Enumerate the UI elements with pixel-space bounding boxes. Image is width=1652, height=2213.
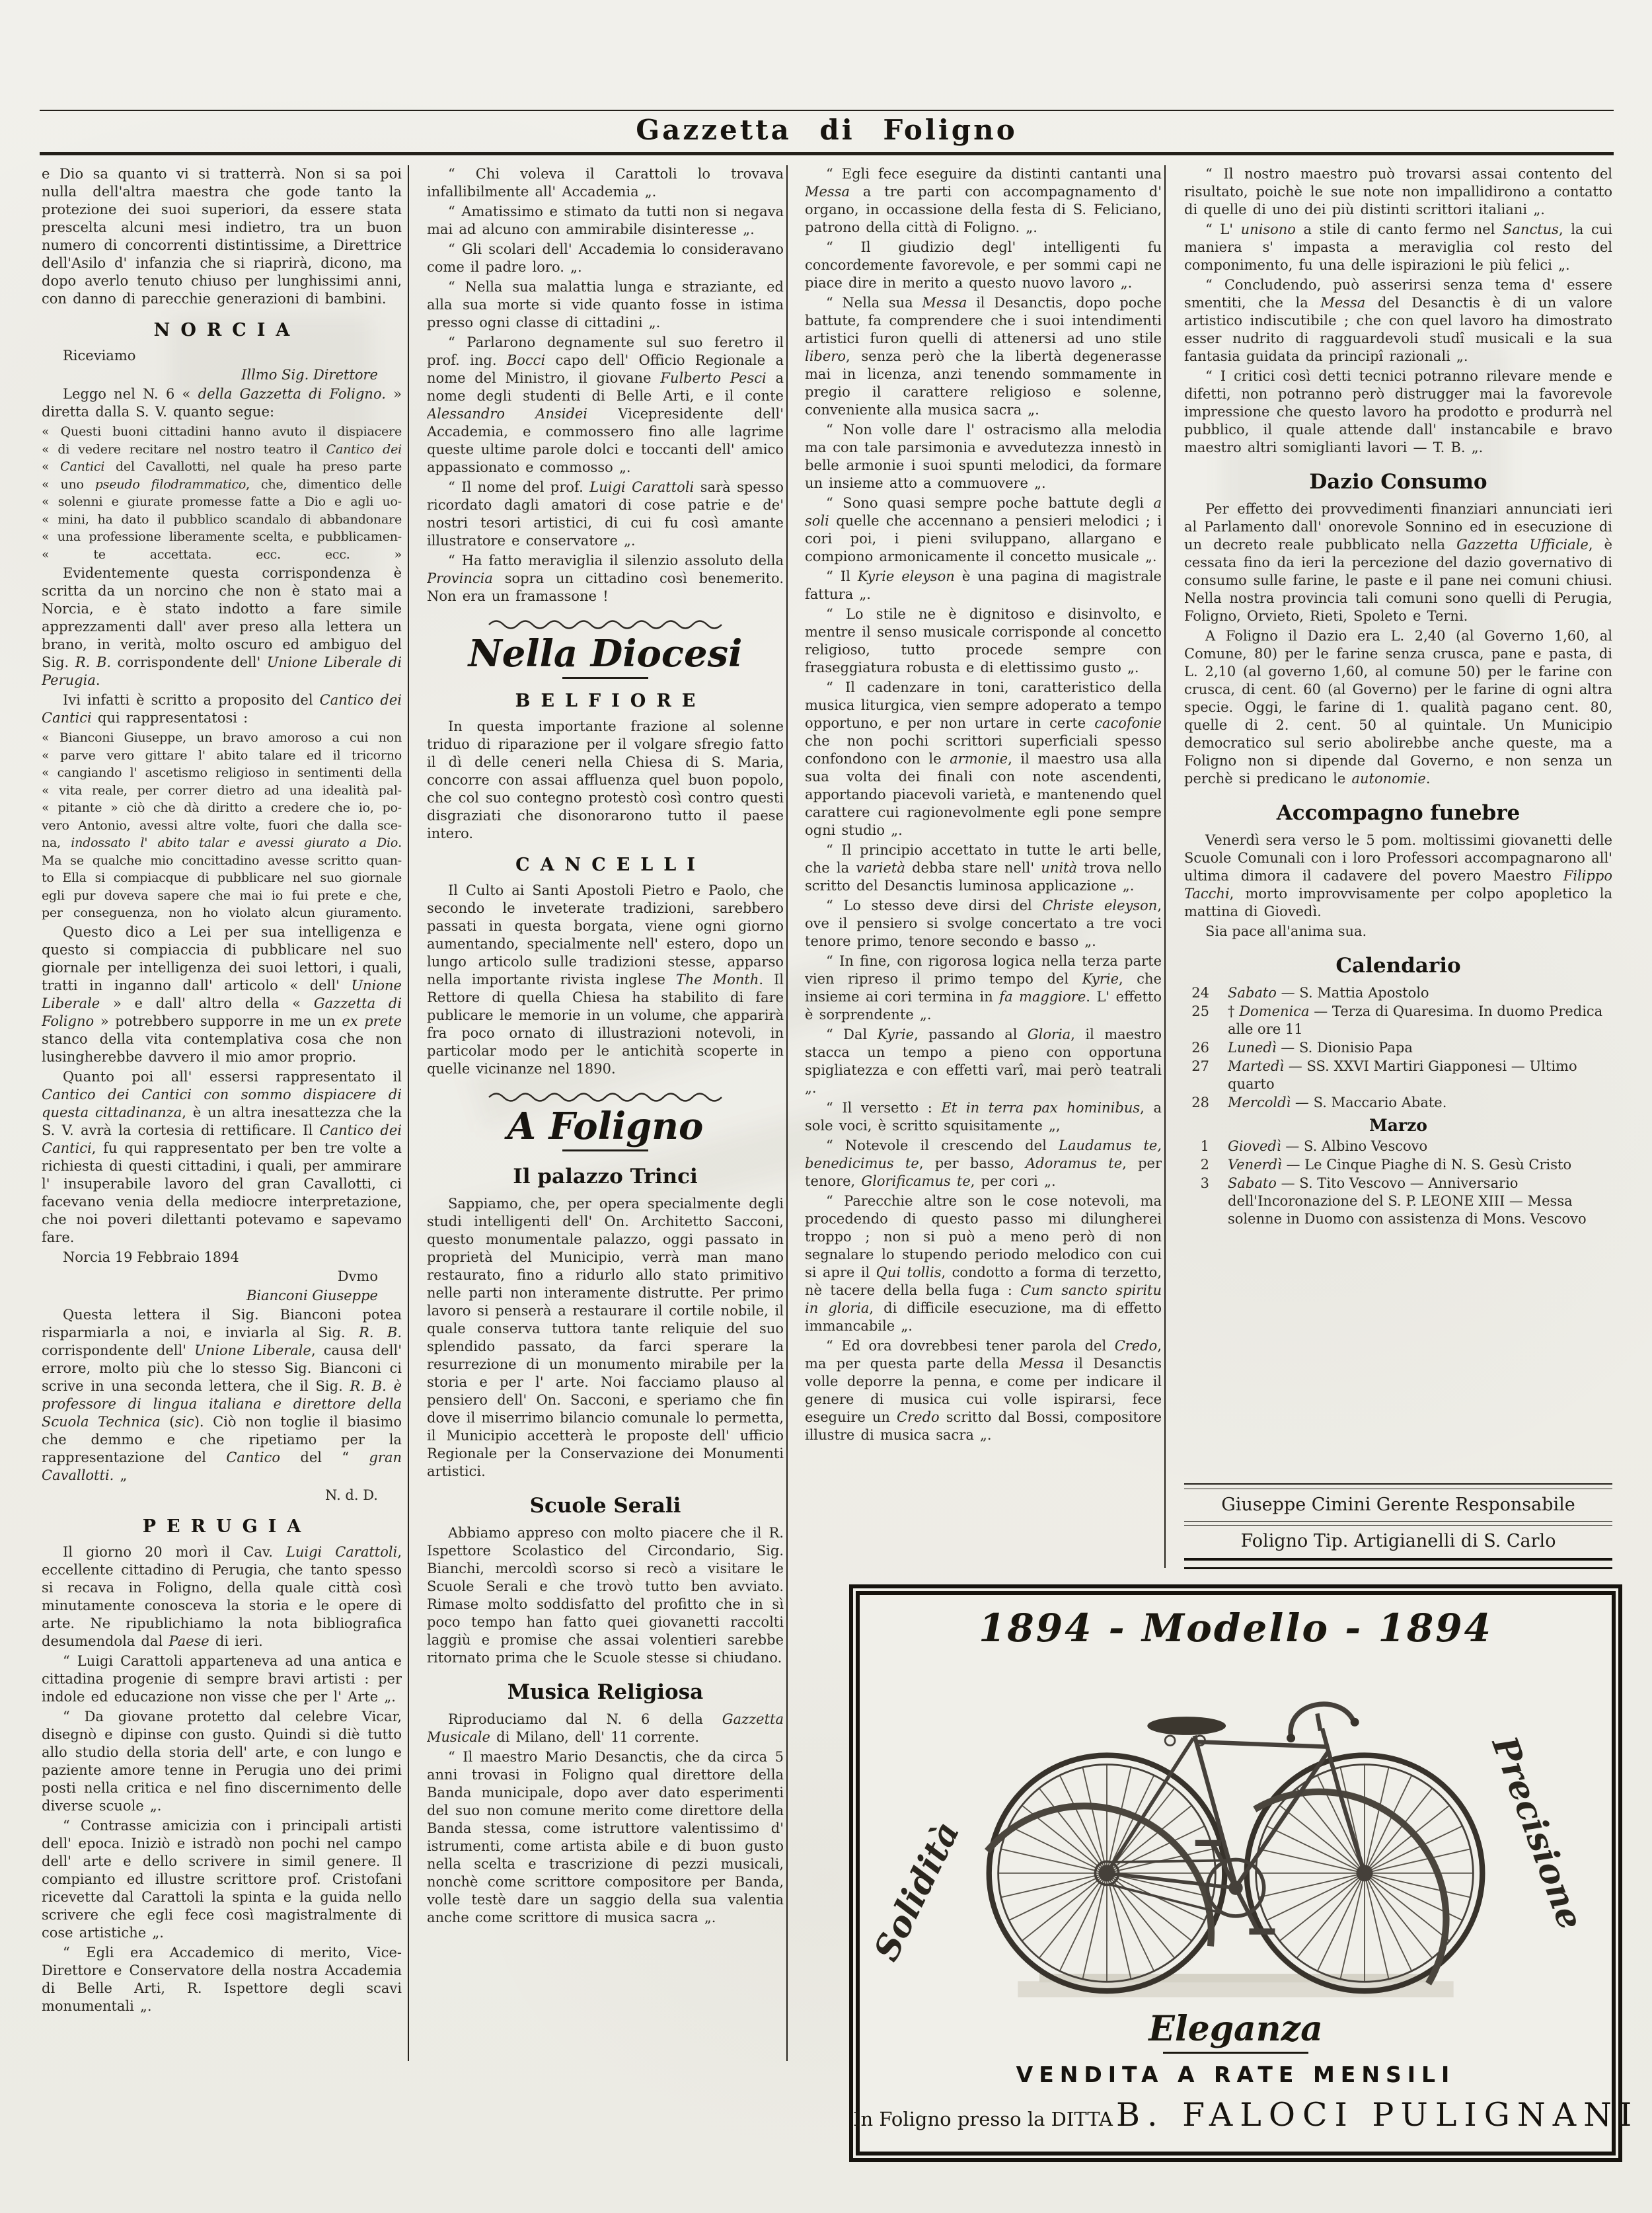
article-paragraph: “ Sono quasi sempre poche battute degli a soli quelle che accennano a pensieri melodici ; i cori poi, i pieni sviluppano, allargano e compiono armonicamente il concetto musicale „. [805,495,1162,564]
dateline-text: Riceviamo [63,348,136,364]
calendar-day-number: 28 [1191,1095,1209,1110]
article-paragraph: “ Contrasse amicizia con i principali artisti dell' epoca. Iniziò e istradò non pochi nel campo dell' arte e dello scrivere in simil genere. Il compianto ed illustre scrittore prof. Cristofani ricevette dal Carattoli la spinta e la guida nello scrivere che egli fece così magistralmente di cose artistiche „. [42,1817,402,1941]
article-paragraph: “ Il nome del prof. Luigi Carattoli sarà spesso ricordato dagli amatori di cose patrie e de' nostri tesori artistici, di cui fu così amante illustratore e conservatore „. [427,479,784,549]
flourish-ornament [488,1093,723,1102]
article-heading: Scuole Serali [529,1494,681,1518]
colophon-rule [1184,1483,1612,1489]
section-heading: BELFIORE [515,691,706,711]
bicycle-advertisement [850,1585,1639,2161]
calendar-day-number: 25 [1191,1003,1209,1019]
article-paragraph: “ Gli scolari dell' Accademia lo consideravano come il padre loro. „. [427,241,784,275]
calendar-entry-text: Sabato — S. Mattia Apostolo [1228,985,1429,1001]
ad-right-slogan: Precisione [1483,1731,1591,1935]
section-heading: PERUGIA [142,1516,312,1537]
article-paragraph: “ Non volle dare l' ostracismo alla melodia ma con tale parsimonia e avvedutezza innestò in belle armonie i suoi spunti melodici, da formare un insieme atto a commuovere „. [805,422,1162,491]
ornamental-flourish [427,620,784,629]
article-paragraph: Sappiamo, che, per opera specialmente degli studi intelligenti dell' On. Architetto Sacconi, questo monumentale palazzo, oggi passato in proprietà del Municipio, verrà man mano restaurato, fino a ridurlo allo stato primitivo nelle parti non interamente distrutte. Per primo lavoro si penserà a restaurare il cortile nobile, il quale conserva tuttora tante reliquie del suo splendido passato, da farci sperare la resurrezione di un monumento mirabile per la storia e per l' arte. Noi facciamo plauso al pensiero dell' On. Sacconi, e speriamo che fin dove il miserrimo bilancio comunale lo permetta, il Municipio accetterà le proposte dell' ufficio Regionale per la Conservazione dei Monumenti artistici. [427,1196,784,1479]
article-paragraph: “ Egli era Accademico di merito, Vice-Direttore e Conservatore della nostra Accademia di Belle Arti, R. Ispettore degli scavi monumentali „. [42,1944,402,2014]
article-paragraph: “ Nella sua malattia lunga e straziante, ed alla sua morte si vide quanto fosse in istima presso ogni classe di cittadini „. [427,279,784,330]
section-heading: CANCELLI [515,855,706,875]
article-paragraph: “ I critici così detti tecnici potranno rilevare mende e difetti, non potranno però distrugger mai la favorevole impressione che questo lavoro ha prodotto e produrrà nel pubblico, il quale attende dall' instancabile e bravo maestro altri somiglianti lavori — T. B. „. [1184,368,1612,455]
article-paragraph: “ Nella sua Messa il Desanctis, dopo poche battute, fa comprendere che i suoi intendimenti artistici furon quelli di attenersi ad uno stile libero, senza però che la libertà degenerasse mai in licenza, anzi tenendo sommamente in pregio il carattere religioso e solenne, conveniente alla musica sacra „. [805,295,1162,418]
article-paragraph: “ Parlarono degnamente sul suo feretro il prof. ing. Bocci capo dell' Officio Regionale a nome del Ministro, il giovane Fulberto Pesci a nome degli studenti di Belle Arti, e il conte Alessandro Ansidei Vicepresidente dell' Accademia, e commossero fino alle lagrime queste ultime parole dolci e toccanti dell' amico appassionato e commosso „. [427,334,784,475]
article-paragraph: Abbiamo appreso con molto piacere che il R. Ispettore Scolastico del Circondario, Sig. Bianchi, mercoldì scorso si recò a visitare le Scuole Serali e che trovò tutto ben avviato. Rimase molto soddisfatto del profitto che in sì poco tempo han fatto quei giovanetti raccolti laggiù e promise che assai volentieri sarebbe ritornato prima che le Scuole stesse si chiudano. [427,1525,784,1666]
dateline-text: Norcia 19 Febbraio 1894 [63,1249,239,1265]
article-paragraph: “ Parecchie altre son le cose notevoli, ma procedendo di questo passo mi dilungherei troppo ; non si può a meno però di non segnalare lo stupendo periodo melodico con cui si apre il Qui tollis, condotto a forma di terzetto, nè tacere della bella fuga : Cum sancto spiritu in gloria, di difficile esecuzione, ma di effetto immancabile „. [805,1193,1162,1334]
ad-title: 1894 - Modello - 1894 [979,1606,1493,1650]
calendar-day-number: 24 [1191,985,1209,1001]
calendar-day-number: 2 [1200,1157,1209,1173]
calendar-entry-text: Mercoldì — S. Maccario Abate. [1228,1095,1447,1110]
article-paragraph: “ Luigi Carattoli apparteneva ad una antica e cittadina progenie di sempre bravi artisti : per indole ed educazione non visse che per l' Arte „. [42,1652,402,1705]
article-paragraph: “ Da giovane protetto dal celebre Vicar, disegnò e dipinse con gusto. Quindi si diè tutto allo studio della storia dell' arte, e con lungo e paziente amore tenne in Perugia uno dei primi posti nella critica e nel fino discernimento delle diverse scuole „. [42,1708,402,1814]
article-paragraph: Quanto poi all' essersi rappresentato il Cantico dei Cantici con sommo dispiacere di questa cittadinanza, è un altra inesattezza che la S. V. avrà la cortesia di rettificare. Il Cantico dei Cantici, fu qui rappresentato per ben tre volte a richiesta di questi cittadini, i quali, per ammirare l' insuperabile lavoro del gran Cavallotti, ci facevano venia della mediocre interpretazione, che noi poveri dilettanti potevamo e sapevamo fare. [42,1068,402,1245]
section-heading: NORCIA [153,320,301,340]
column-divider [408,165,409,2061]
article-paragraph: “ Concludendo, può asserirsi senza tema d' essere smentiti, che la Messa del Desanctis è di un valore artistico indiscutibile ; che con quel lavoro ha dimostrato esser nudrito di ragguardevoli studî musicali e la sua fantasia guidata da principî razionali „. [1184,277,1612,364]
article-paragraph: Questo dico a Lei per sua intelligenza e questo si compiaccia di pubblicare nel suo giornale per intelligenza dei suoi lettori, i quali, tratti in inganno dall' articolo « dell' Unione Liberale » e dall' altro della « Gazzetta di Foligno » potrebbero supporre in me un ex prete stanco della vita contemplativa cosa che non lusingherebbe davvero il mio amor proprio. [42,923,402,1065]
article-paragraph: “ Notevole il crescendo del Laudamus te, benedicimus te, per basso, Adoramus te, per tenore, Glorificamus te, per cori „. [805,1138,1162,1189]
calendar-entry [1184,1094,1612,1112]
article-paragraph: A Foligno il Dazio era L. 2,40 (al Governo 1,60, al Comune, 80) per le farine senza crusca, pane e pasta, di L. 2,10 (al governo 1,60, al comune 50) per le farine con crusca, di cent. 60 (al Governo) per le farine di ogni altra specie. Oggi, le farine di 1. qualità pagano cent. 80, quelle di 2. cent. 50 al quintale. Un Municipio democratico sul serio abolirebbe anche queste, ma a Foligno non si dipende dal Governo, e non senza un perchè si predicano le autonomie. [1184,628,1612,787]
calendar-entry-text: Sabato — S. Tito Vescovo — Anniversario dell'Incoronazione del S. P. LEONE XIII — Messa solenne in Duomo con assistenza di Mons. Vescovo [1228,1175,1587,1227]
printer-line: Foligno Tip. Artigianelli di S. Carlo [1240,1531,1556,1551]
month-subheading: Marzo [1369,1116,1427,1135]
calendar-day-number: 1 [1200,1138,1209,1154]
calendar-day-number: 26 [1191,1040,1209,1056]
calendar-entry [1184,1058,1612,1093]
text-column-3 [805,165,1162,1573]
bicycle-illustration [965,1657,1507,2001]
article-heading: Calendario [1335,954,1461,978]
text-column-1 [42,165,402,2069]
article-paragraph: “ In fine, con rigorosa logica nella terza parte vien ripreso il primo tempo del Kyrie, che insieme ai cori termina in fa maggiore. L' effetto è sorprendente „. [805,953,1162,1023]
article-paragraph: “ Dal Kyrie, passando al Gloria, il maestro stacca un tempo a pieno con opportuna spigliatezza e con effetti varî, mai però teatrali „. [805,1027,1162,1096]
masthead-rule-top [40,110,1614,111]
colophon-rule [1184,1558,1612,1569]
signature-line: N. d. D. [325,1487,378,1503]
masthead-rule-bottom [40,152,1614,155]
article-paragraph: Evidentemente questa corrispondenza è scritta da un norcino che non è stato mai a Norcia, e è stato indotto a fare simile apprezzamenti dall' aver preso alla lettera un brano, in verità, molto oscuro ed ambiguo del Sig. R. B. corrispondente dell' Unione Liberale di Perugia. [42,565,402,688]
article-paragraph: Ivi infatti è scritto a proposito del Cantico dei Cantici qui rappresentatosi : [42,692,402,726]
article-paragraph: “ Ed ora dovrebbesi tener parola del Credo, ma per questa parte della Messa il Desanctis volle deporre la penna, e come per indicare il genere di musica cui volle ispirarsi, fece eseguire un Credo scritto dal Bossi, compositore illustre di musica sacra „. [805,1338,1162,1443]
article-paragraph: “ Il Kyrie eleyson è una pagina di magistrale fattura „. [805,568,1162,602]
article-paragraph: Il Culto ai Santi Apostoli Pietro e Paolo, che secondo le inveterate tradizioni, sarebbero passati in questa borgata, viene ogni giorno aumentando, specialmente nell' estero, dopo un lungo articolo sulle tradizioni stesse, apparso nella importante rivista inglese The Month. Il Rettore di quella Chiesa ha stabilito di fare publicare le memorie in un volume, che apparirà fra poco ornato di illustrazioni notevoli, in particolar modo per le antichità scoperte in quelle vicinanze nel 1890. [427,882,784,1077]
ad-bottom-slogan: Eleganza [853,2009,1618,2054]
article-paragraph: “ L' unisono a stile di canto fermo nel Sanctus, la cui maniera s' impasta a meraviglia col resto del componimento, fu una delle ispirazioni le più felici „. [1184,221,1612,273]
colophon-rule [1184,1521,1612,1526]
article-paragraph: “ Il versetto : Et in terra pax hominibus, a sole voci, è scritto squisitamente „, [805,1100,1162,1134]
article-paragraph: Venerdì sera verso le 5 pom. moltissimi giovanetti delle Scuole Comunali con i loro Professori accompagnarono all' ultima dimora il cadavere del povero Maestro Filippo Tacchi, morto improvvisamente per colpo apopletico la mattina di Giovedì. [1184,832,1612,919]
responsible-manager-line: Giuseppe Cimini Gerente Responsabile [1221,1495,1575,1515]
calendar-entry [1184,984,1612,1002]
calendar-entry [1184,1156,1612,1174]
ornamental-flourish [427,1093,784,1102]
article-paragraph: “ Chi voleva il Carattoli lo trovava infallibilmente all' Accademia „. [427,166,784,200]
quoted-letter-block: « Bianconi Giuseppe, un bravo amoroso a cui non « parve vero gittare l' abito talare ed il tricorno « cangiando l' ascetismo religioso in sentimenti della « vita reale, per correr dietro ad una idealità pal- « pitante » ciò che dà diritto a credere che io, po- vero Antonio, avessi altre volte, fuori che dalla sce- na, indossato l' abito talar e avessi giurato a Dio. Ma se qualche mio concittadino avesse scritto quan- to Ella si compiacque di pubblicare nel suo giornale egli pur doveva sapere che mai io fui prete e che, per conseguenza, non ho violato alcun giuramento. [42,730,402,920]
article-paragraph: “ Lo stile ne è dignitoso e disinvolto, e mentre il senso musicale corrisponde al concetto religioso, tutto procede sempre con fraseggiatura robusta e di elettissimo gusto „. [805,606,1162,676]
calendar-entry-text: Giovedì — S. Albino Vescovo [1228,1138,1428,1154]
calendar-entry-text: Martedì — SS. XXVI Martiri Giapponesi — Ultimo quarto [1228,1058,1577,1092]
ad-left-slogan: Solidità [866,1815,968,1967]
ad-dealer-line [853,2096,1639,2134]
article-paragraph: “ Il nostro maestro può trovarsi assai contento del risultato, poichè le sue note non impallidirono a contatto di quelle di uno dei più distinti scrittori italiani „. [1184,166,1612,217]
article-paragraph: “ Egli fece eseguire da distinti cantanti una Messa a tre parti con accompagnamento d' organo, in occassione della festa di S. Feliciano, patrono della città di Foligno. „. [805,166,1162,235]
colophon [1184,1483,1612,1569]
column-divider [1164,165,1166,1568]
quoted-letter-block: « Questi buoni cittadini hanno avuto il dispiacere « di vedere recitare nel nostro teatro il Cantico dei « Cantici del Cavallotti, nel quale ha preso parte « uno pseudo filodrammatico, che, dimentico delle « solenni e giurate promesse fatte a Dio e agli uo- « mini, ha dato il pubblico scandalo di abbandonare « una professione liberamente scelta, e pubblicamen- « te accettata. ecc. ecc. » [42,424,402,562]
article-paragraph: Il giorno 20 morì il Cav. Luigi Carattoli, eccellente cittadino di Perugia, che tanto spesso si recava in Foligno, della quale città così minutamente conosceva la storia e le opere di arte. Ne ripublichiamo la nota bibliografica desumendola dal Paese di ieri. [42,1543,402,1649]
calendar-day-number: 3 [1200,1175,1209,1191]
dateline-text: Sia pace all'anima sua. [1205,923,1367,939]
article-paragraph: “ Il cadenzare in toni, caratteristico della musica liturgica, vien sempre adoperato a tempo opportuno, e per non urtare in certe cacofonie che non pochi scrittori superficiali spesso confondono con le armonie, il maestro usa alla sua volta dei finali con note ascendenti, apportando piacevoli varietà, e mantenendo quel carattere cui ragionevolmente egli pone sempre ogni studio „. [805,679,1162,838]
calendar-entry [1184,1003,1612,1038]
article-paragraph: “ Il giudizio degl' intelligenti fu concordemente favorevole, e per sommi capi ne piace dire in merito a questo nuovo lavoro „. [805,239,1162,291]
article-paragraph: “ Il maestro Mario Desanctis, che da circa 5 anni trovasi in Foligno qual direttore della Banda municipale, dopo aver dato esperimenti del suo non comune merito come direttore della Banda stessa, come istruttore valentissimo d' istrumenti, come artista abile e di buon gusto nella scelta e trascrizione di pezzi musicali, nonchè come scrittore compositore per Banda, volle testè dare un saggio della sua valentia anche come scrittore di musica sacra „. [427,1749,784,1925]
heading-underline [562,677,648,679]
article-paragraph: “ Lo stesso deve dirsi del Christe eleyson, ove il pensiero si svolge concertato a tre voci tenore primo, tenore secondo e basso „. [805,898,1162,949]
article-heading: Dazio Consumo [1309,470,1487,494]
calendar-entry-text: Lunedì — S. Dionisio Papa [1228,1040,1413,1056]
calendar-entry [1184,1039,1612,1057]
signature-line: Illmo Sig. Direttore [241,367,378,383]
article-paragraph: Per effetto dei provvedimenti finanziari annunciati ieri al Parlamento dall' onorevole Sonnino ed in esecuzione di un decreto reale pubblicato nella Gazzetta Ufficiale, è cessata fino da ieri la percezione del dazio governativo di consumo sulle farine, le paste e il pane nei comuni chiusi. Nella nostra provincia tali comuni sono quelli di Perugia, Foligno, Orvieto, Rieti, Spoleto e Terni. [1184,501,1612,624]
article-paragraph: Leggo nel N. 6 « della Gazzetta di Foligno. » diretta dalla S. V. quanto segue: [42,386,402,420]
article-paragraph: “ Il principio accettato in tutte le arti belle, che la varietà debba stare nell' unità trova nello scritto del Desanctis luminosa applicazione „. [805,842,1162,894]
column-divider [786,165,788,2061]
script-section-heading: Nella Diocesi [468,632,743,676]
text-column-2 [427,165,784,2069]
text-column-4 [1184,165,1612,1482]
calendar-entry [1184,1138,1612,1155]
article-heading: Accompagno funebre [1276,801,1521,825]
calendar-entry-text: † Domenica — Terza di Quaresima. In duomo Predica alle ore 11 [1228,1003,1603,1037]
article-paragraph-continued: e Dio sa quanto vi si tratterrà. Non si sa poi nulla dell'altra maestra che gode tanto la protezione dei suoi superiori, da essere stata prescelta alcuni mesi indietro, tra un buon numero di concorrenti distintissime, a Direttrice dell'Asilo d' infanzia che si riaprirà, dicono, ma dopo averlo tenuto chiuso per lunghissimi anni, con danno di parecchie generazioni di bambini. [42,166,402,307]
calendar-entry [1184,1175,1612,1228]
newspaper-title: Gazzetta di Foligno [636,114,1018,146]
calendar-day-number: 27 [1191,1058,1209,1074]
article-paragraph: “ Amatissimo e stimato da tutti non si negava mai ad alcuno con ammirabile disinteresse „. [427,204,784,237]
ad-dealer-name: B. FALOCI PULIGNANI [1116,2096,1639,2134]
signature-line: Dvmo [337,1268,378,1284]
article-paragraph: Questa lettera il Sig. Bianconi potea risparmiarla a noi, e inviarla al Sig. R. B. corrispondente dell' Unione Liberale, causa dell' errore, molto più che lo stesso Sig. Bianconi ci scrive in una seconda lettera, che il Sig. R. B. è professore di lingua italiana e direttore della Scuola Technica (sic). Ciò non toglie il biasimo che demmo e che ripetiamo per la rappresentazione del Cantico del “ gran Cavallotti. „ [42,1306,402,1483]
ad-dealer-prefix: In Foligno presso la DITTA [853,2108,1113,2130]
article-heading: Il palazzo Trinci [513,1165,698,1188]
article-heading: Musica Religiosa [507,1680,704,1704]
flourish-ornament [488,620,723,629]
script-section-heading: A Foligno [507,1105,704,1148]
article-paragraph: Riproduciamo dal N. 6 della Gazzetta Musicale di Milano, dell' 11 corrente. [427,1711,784,1745]
ad-sale-line: VENDITA A RATE MENSILI [1016,2062,1456,2087]
heading-underline [562,1149,648,1151]
article-paragraph: In questa importante frazione al solenne triduo di riparazione per il volgare sfregio fatto il dì delle ceneri nella Chiesa di S. Maria, concorre con assai affluenza quel buon popolo, che col suo contegno protestò così contro questi disgraziati che disonorarono tutto il paese intero. [427,718,784,841]
calendar-entry-text: Venerdì — Le Cinque Piaghe di N. S. Gesù Cristo [1228,1157,1572,1173]
article-paragraph: “ Ha fatto meraviglia il silenzio assoluto della Provincia sopra un cittadino così benemerito. Non era un framassone ! [427,553,784,604]
signature-line: Bianconi Giuseppe [246,1287,378,1303]
